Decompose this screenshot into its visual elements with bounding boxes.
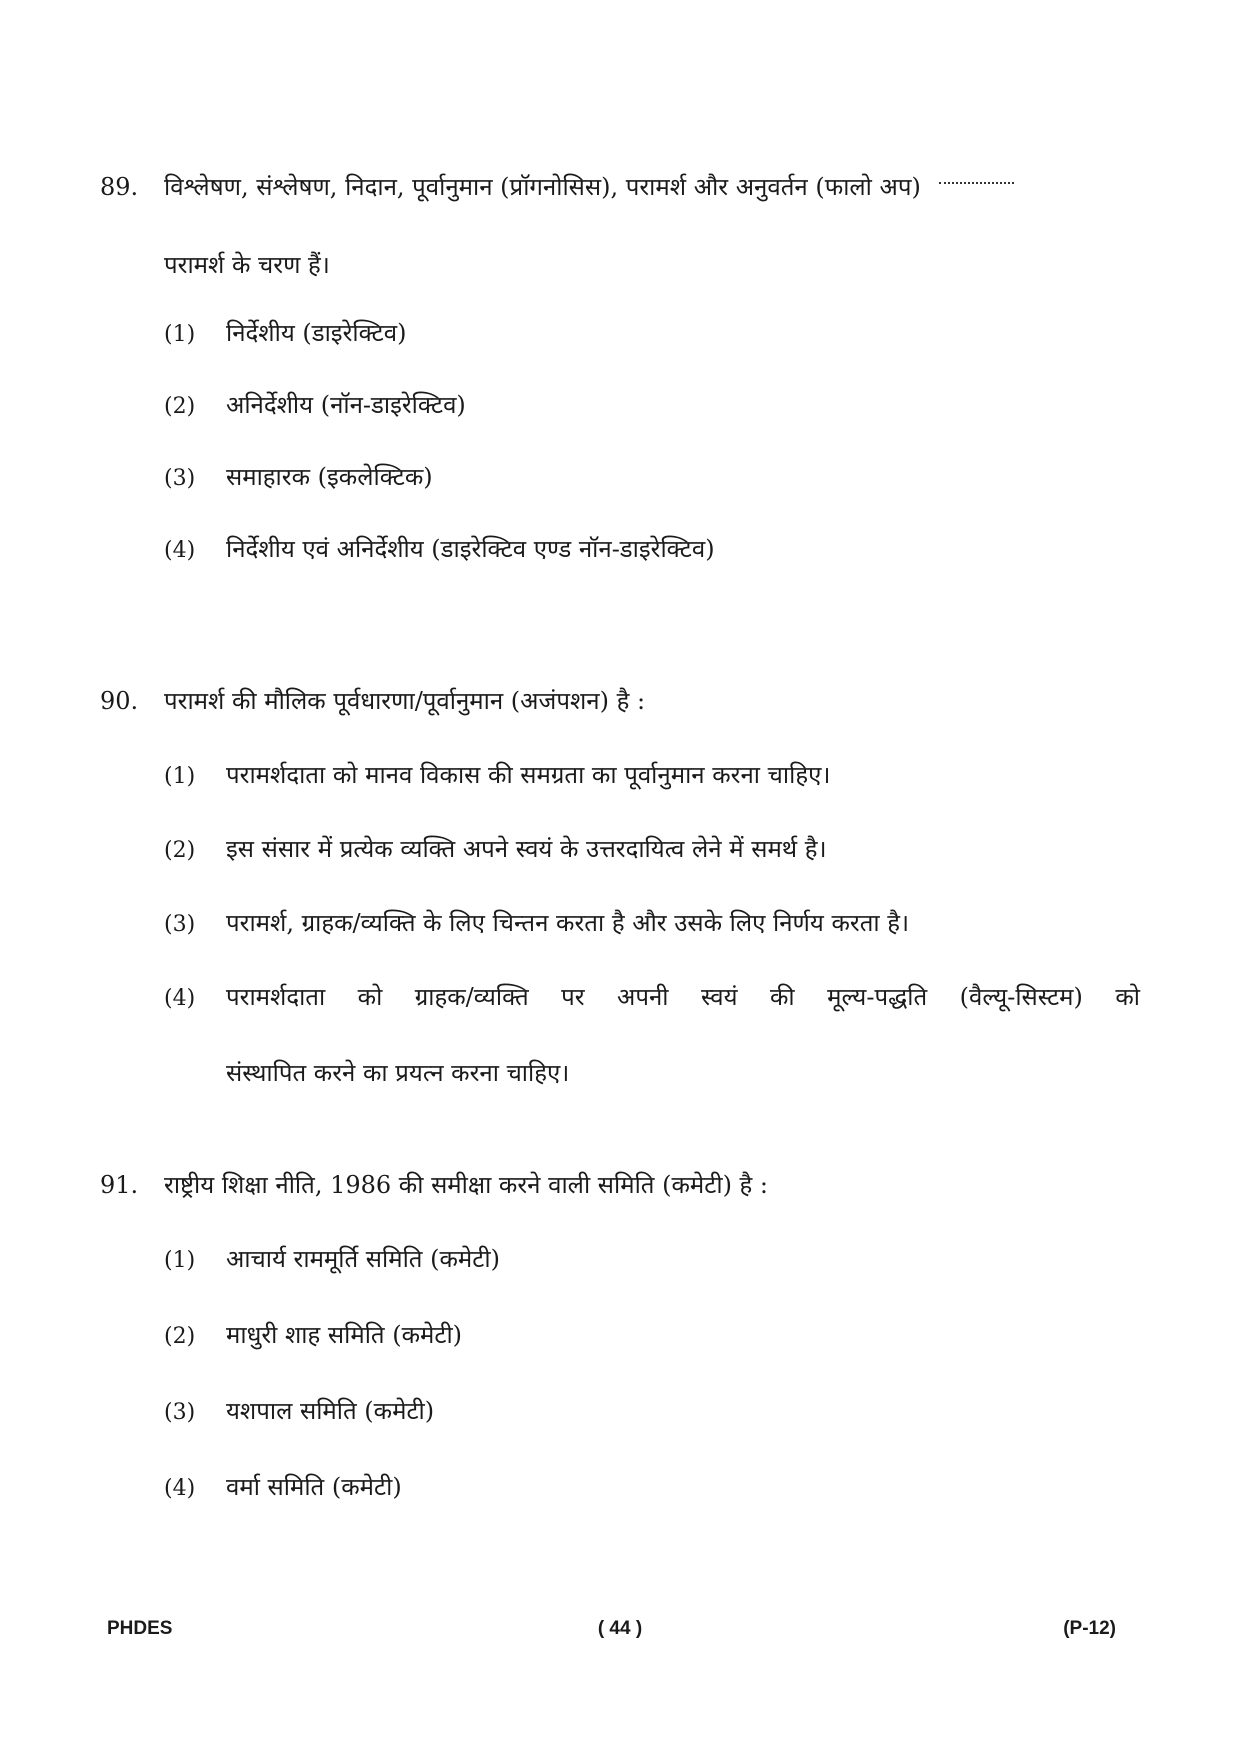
option-4-continuation: संस्थापित करने का प्रयत्न करना चाहिए। (226, 1059, 570, 1087)
option-list (100, 760, 1140, 1088)
question-90 (100, 686, 1140, 1088)
option-text: इस संसार में प्रत्येक व्यक्ति अपने स्वयं के उत्तरदायित्व लेने में समर्थ है। (226, 835, 827, 863)
question-text-line: विश्लेषण, संश्लेषण, निदान, पूर्वानुमान (प्रॉगनोसिस), परामर्श और अनुवर्तन (फालो अप) (164, 173, 921, 201)
option-list (100, 318, 1140, 566)
question-number: 91. (100, 1171, 139, 1199)
question-89 (100, 172, 1140, 566)
option-text: परामर्श, ग्राहक/व्यक्ति के लिए चिन्तन करता है और उसके लिए निर्णय करता है। (226, 909, 910, 937)
option-text: आचार्य राममूर्ति समिति (कमेटी) (226, 1245, 500, 1273)
option-text: यशपाल समिति (कमेटी) (226, 1397, 435, 1425)
option-1 (164, 1244, 1140, 1276)
option-4 (164, 534, 1140, 566)
question-number: 89. (100, 173, 139, 201)
option-number: (3) (164, 912, 196, 937)
page-number: ( 44 ) (597, 1618, 643, 1639)
option-text: निर्देशीय एवं अनिर्देशीय (डाइरेक्टिव एण्ड नॉन-डाइरेक्टिव) (226, 535, 715, 563)
option-number: (4) (164, 1476, 196, 1501)
option-list (100, 1244, 1140, 1504)
option-number: (4) (164, 538, 196, 563)
option-text: परामर्शदाता को मानव विकास की समग्रता का पूर्वानुमान करना चाहिए। (226, 761, 831, 789)
question-text (164, 172, 1140, 202)
question-91 (100, 1170, 1140, 1504)
option-1 (164, 318, 1140, 350)
option-2 (164, 1320, 1140, 1352)
option-text: माधुरी शाह समिति (कमेटी) (226, 1321, 463, 1349)
paper-code: PHDES (107, 1618, 173, 1639)
option-2 (164, 834, 1140, 866)
option-4 (164, 1472, 1140, 1504)
option-4 (164, 982, 1140, 1014)
option-2 (164, 390, 1140, 422)
option-1 (164, 760, 1140, 792)
option-number: (1) (164, 1248, 196, 1273)
option-text: परामर्शदाता को ग्राहक/व्यक्ति पर अपनी स्वयं की मूल्य-पद्धति (वैल्यू-सिस्टम) को (226, 983, 1140, 1011)
option-text: अनिर्देशीय (नॉन-डाइरेक्टिव) (226, 391, 466, 419)
question-text: परामर्श की मौलिक पूर्वधारणा/पूर्वानुमान (अजंपशन) है : (164, 687, 646, 715)
set-code: (P-12) (1063, 1618, 1116, 1639)
question-text: राष्ट्रीय शिक्षा नीति, 1986 की समीक्षा करने वाली समिति (कमेटी) है : (164, 1171, 769, 1199)
option-number: (4) (164, 986, 196, 1011)
option-number: (2) (164, 838, 196, 863)
option-3 (164, 1396, 1140, 1428)
blank-dotted-line (939, 182, 1014, 184)
option-number: (1) (164, 322, 196, 347)
option-number: (2) (164, 394, 196, 419)
option-number: (3) (164, 1400, 196, 1425)
option-number: (3) (164, 466, 196, 491)
question-number: 90. (100, 687, 139, 715)
option-number: (1) (164, 764, 196, 789)
question-text-continuation: परामर्श के चरण हैं। (164, 251, 330, 279)
option-3 (164, 908, 1140, 940)
option-number: (2) (164, 1324, 196, 1349)
option-text: समाहारक (इकलेक्टिक) (226, 463, 433, 491)
option-text: निर्देशीय (डाइरेक्टिव) (226, 319, 407, 347)
option-3 (164, 462, 1140, 494)
option-text: वर्मा समिति (कमेटी) (226, 1473, 402, 1501)
